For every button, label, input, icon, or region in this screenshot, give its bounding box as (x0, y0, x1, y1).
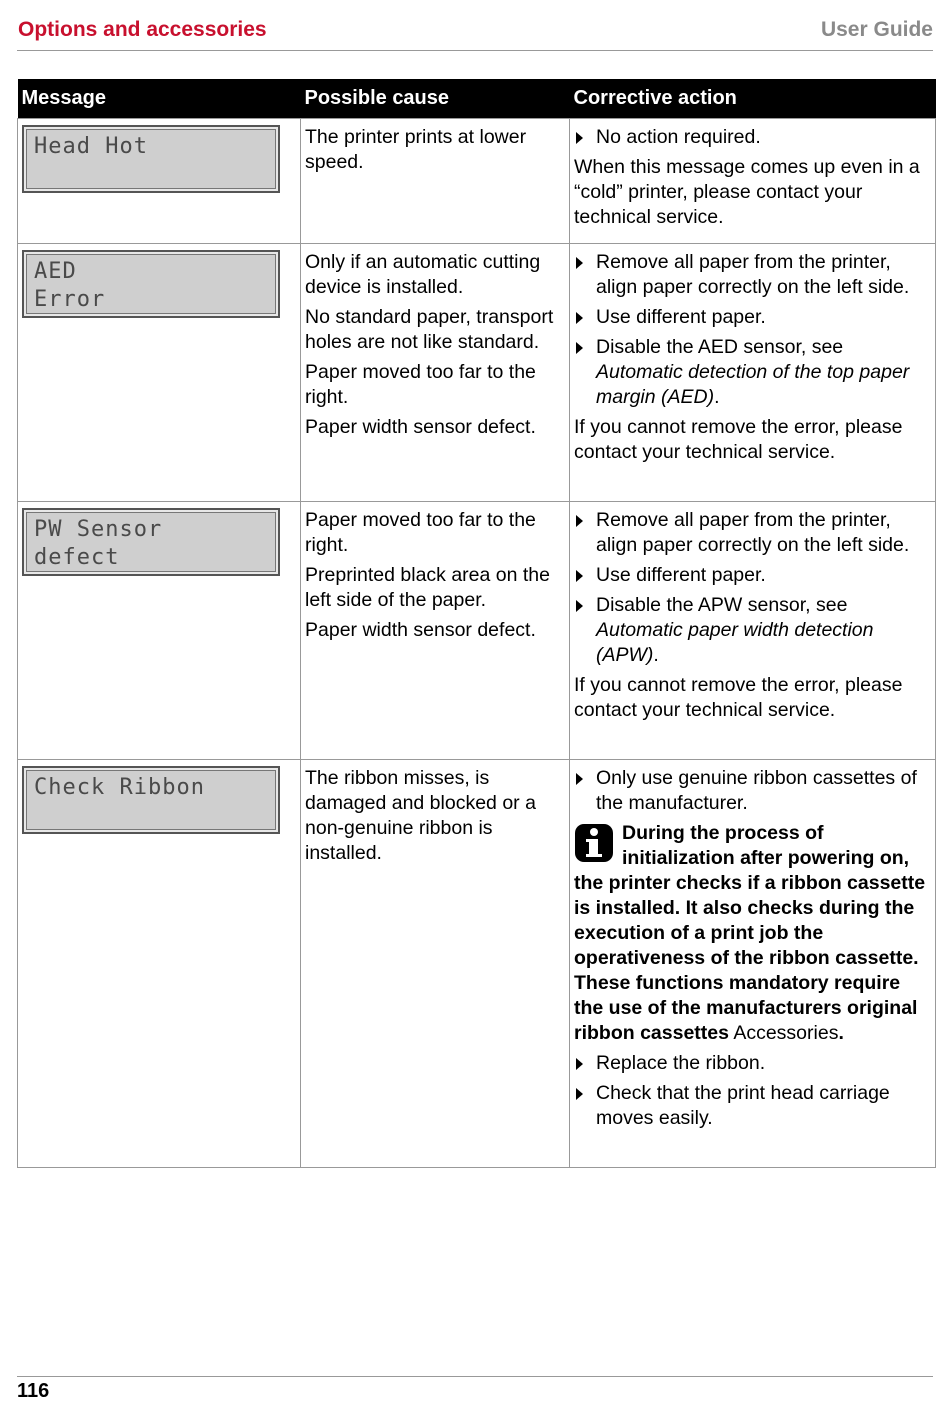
action-text: Remove all paper from the printer, align paper correctly on the left side. (596, 251, 910, 298)
cause-text: Paper width sensor defect. (305, 619, 536, 641)
action-bullet (574, 563, 931, 588)
cross-reference-link[interactable]: Accessories (728, 1022, 839, 1044)
action-text: No action required. (596, 126, 761, 148)
bullet-arrow-icon (576, 342, 583, 354)
bullet-arrow-icon (576, 773, 583, 785)
action-text: Remove all paper from the printer, align paper correctly on the left side. (596, 509, 910, 556)
table-row (18, 119, 936, 244)
action-bullet (574, 1081, 931, 1131)
action-bullet (574, 508, 931, 558)
info-icon (574, 823, 614, 863)
cause-text: Only if an automatic cutting device is installed. (305, 251, 541, 298)
action-text: Check that the print head carriage moves easily. (596, 1082, 890, 1129)
action-note: If you cannot remove the error, please contact your technical service. (574, 416, 903, 463)
message-cell (18, 502, 301, 760)
action-text: Only use genuine ribbon cassettes of the manufacturer. (596, 767, 917, 814)
action-bullet (574, 335, 931, 410)
action-text-end: . (653, 644, 659, 666)
action-cell (570, 119, 936, 244)
bullet-arrow-icon (576, 132, 583, 144)
message-cell (18, 760, 301, 1168)
action-note: If you cannot remove the error, please contact your technical service. (574, 674, 903, 721)
cause-cell (301, 502, 570, 760)
action-bullet (574, 250, 931, 300)
cause-text: Paper moved too far to the right. (305, 509, 536, 556)
error-message-table (17, 79, 936, 1168)
action-bullet (574, 1051, 931, 1076)
message-cell (18, 244, 301, 502)
bullet-arrow-icon (576, 257, 583, 269)
cause-text: The printer prints at lower speed. (305, 126, 527, 173)
bullet-arrow-icon (576, 1058, 583, 1070)
info-text-end: . (838, 1022, 844, 1044)
action-text-end: . (714, 386, 720, 408)
bullet-arrow-icon (576, 312, 583, 324)
action-bullet (574, 593, 931, 668)
lcd-display: AED Error (22, 250, 280, 318)
footer-divider (17, 1376, 933, 1377)
action-text: Disable the APW sensor, see (596, 594, 848, 616)
lcd-display: PW Sensor defect (22, 508, 280, 576)
action-text: Replace the ribbon. (596, 1052, 766, 1074)
action-text: Use different paper. (596, 564, 766, 586)
action-text: Use different paper. (596, 306, 766, 328)
cause-text: Paper moved too far to the right. (305, 361, 536, 408)
bullet-arrow-icon (576, 600, 583, 612)
info-note (574, 821, 931, 1046)
table-row (18, 244, 936, 502)
action-text: Disable the AED sensor, see (596, 336, 844, 358)
cause-cell (301, 119, 570, 244)
column-header-action: Corrective action (570, 79, 936, 119)
cross-reference-link[interactable]: Automatic paper width detection (APW) (596, 619, 874, 666)
cause-text: Paper width sensor defect. (305, 416, 536, 438)
cause-cell (301, 760, 570, 1168)
message-cell (18, 119, 301, 244)
action-bullet (574, 125, 931, 150)
action-cell (570, 760, 936, 1168)
section-title: Options and accessories (18, 18, 267, 41)
column-header-message: Message (18, 79, 301, 119)
cause-cell (301, 244, 570, 502)
action-note: When this message comes up even in a “cold” printer, please contact your technical service. (574, 156, 920, 228)
cross-reference-link[interactable]: Automatic detection of the top paper margin (AED) (596, 361, 910, 408)
bullet-arrow-icon (576, 515, 583, 527)
cause-text: The ribbon misses, is damaged and blocked or a non-genuine ribbon is installed. (305, 767, 536, 864)
table-header-row (18, 79, 936, 119)
lcd-display: Head Hot (22, 125, 280, 193)
action-cell (570, 502, 936, 760)
action-cell (570, 244, 936, 502)
column-header-cause: Possible cause (301, 79, 570, 119)
lcd-display: Check Ribbon (22, 766, 280, 834)
page-number: 116 (17, 1380, 50, 1402)
action-bullet (574, 305, 931, 330)
table-row (18, 502, 936, 760)
action-bullet (574, 766, 931, 816)
bullet-arrow-icon (576, 570, 583, 582)
cause-text: No standard paper, transport holes are not like standard. (305, 306, 554, 353)
guide-title: User Guide (820, 18, 933, 41)
info-text: During the process of initialization after powering on, the printer checks if a ribbon cassette is installed. It also checks during the execution of a print job the operativeness of the ribbon cassette. These functions mandatory require the use of the manufacturers original ribbon cassettes (574, 822, 926, 1044)
header-divider (17, 50, 933, 51)
bullet-arrow-icon (576, 1088, 583, 1100)
table-row (18, 760, 936, 1168)
cause-text: Preprinted black area on the left side of the paper. (305, 564, 550, 611)
